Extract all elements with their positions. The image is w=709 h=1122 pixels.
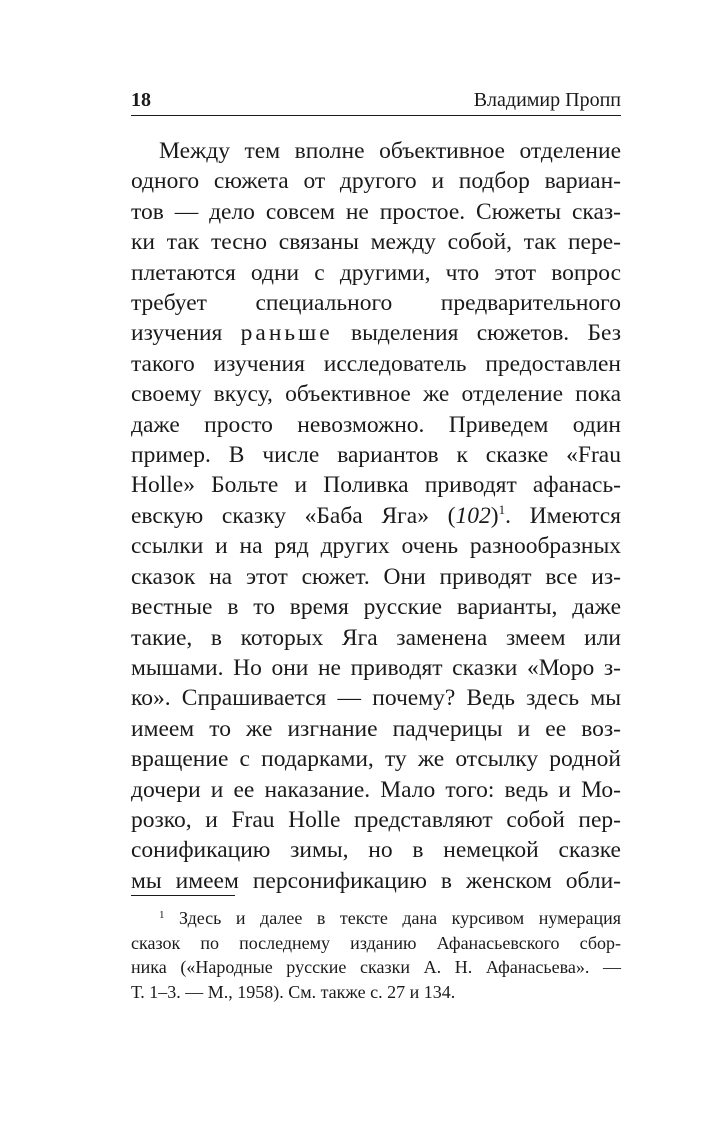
text-line: ки так тесно связаны между собой, так пере- — [131, 229, 621, 256]
footnote — [131, 906, 621, 1004]
footnote-line: сказок по последнему изданию Афанасьевского сбор- — [131, 932, 621, 953]
footnote-rule — [131, 895, 235, 896]
text-line — [131, 318, 621, 348]
text-line: своему вкусу, объективное же отделение пока — [131, 381, 621, 408]
main-text — [131, 136, 621, 896]
text-segment: . Имеются — [505, 502, 621, 529]
text-line: такие, в которых Яга заменена змеем или — [131, 624, 621, 651]
text-line: сказок на этот сюжет. Они приводят все из- — [131, 563, 621, 590]
text-line: вращение с подарками, ту же отсылку родной — [131, 746, 621, 773]
text-segment: евскую сказку «Баба Яга» ( — [131, 502, 456, 529]
text-line: даже просто невозможно. Приведем один — [131, 411, 621, 438]
footnote-line: Т. 1–3. — М., 1958). См. также с. 27 и 134. — [131, 981, 456, 1002]
footnote-line: ника («Народные русские сказки А. Н. Афанасьева». — — [131, 957, 621, 977]
running-title: Владимир Пропп — [473, 89, 621, 111]
text-line: Между тем вполне объективное отделение — [159, 138, 621, 164]
tale-number: 102 — [455, 502, 491, 529]
text-line: пример. В числе вариантов к сказке «Frau — [131, 442, 621, 469]
text-line: одного сюжета от другого и подбор вариан- — [131, 168, 621, 195]
text-segment: Здесь и далее в тексте дана курсивом нумерация — [179, 908, 621, 928]
text-segment: ) — [490, 502, 499, 529]
text-line: тов — дело совсем не простое. Сюжеты сказ- — [131, 198, 621, 225]
text-line: Holle» Больте и Поливка приводят афанась- — [131, 472, 621, 499]
text-line: мы имеем персонификацию в женском обли- — [131, 867, 621, 894]
text-line: ко». Спрашивается — почему? Ведь здесь мы — [131, 685, 621, 712]
text-line: дочери и ее наказание. Мало того: ведь и Мо- — [131, 776, 621, 803]
spaced-emphasis: раньше — [240, 320, 333, 347]
text-line: имеем то же изгнание падчерицы и ее воз- — [131, 715, 621, 742]
text-line: сонификацию зимы, но в немецкой сказке — [131, 837, 621, 864]
text-line: такого изучения исследователь предоставлен — [131, 350, 621, 377]
running-header — [131, 82, 621, 112]
text-line: мышами. Но они не приводят сказки «Моро з- — [131, 654, 621, 681]
text-line: розко, и Frau Holle представляют собой пер- — [131, 806, 621, 833]
text-line: вестные в то время русские варианты, даже — [131, 594, 621, 621]
text-line: ссылки и на ряд других очень разнообразных — [131, 533, 621, 560]
footnote-marker: 1 — [159, 909, 165, 921]
text-line: требует специального предварительного — [131, 290, 621, 317]
text-line — [131, 501, 621, 531]
footnote-ref: 1 — [498, 501, 506, 517]
text-segment: изучения — [131, 320, 223, 347]
text-line: плетаются одни с другими, что этот вопрос — [131, 259, 621, 286]
header-rule — [131, 115, 621, 116]
page-number: 18 — [131, 89, 151, 111]
text-segment: выделения сюжетов. Без — [351, 320, 622, 347]
footnote-line — [131, 906, 621, 931]
